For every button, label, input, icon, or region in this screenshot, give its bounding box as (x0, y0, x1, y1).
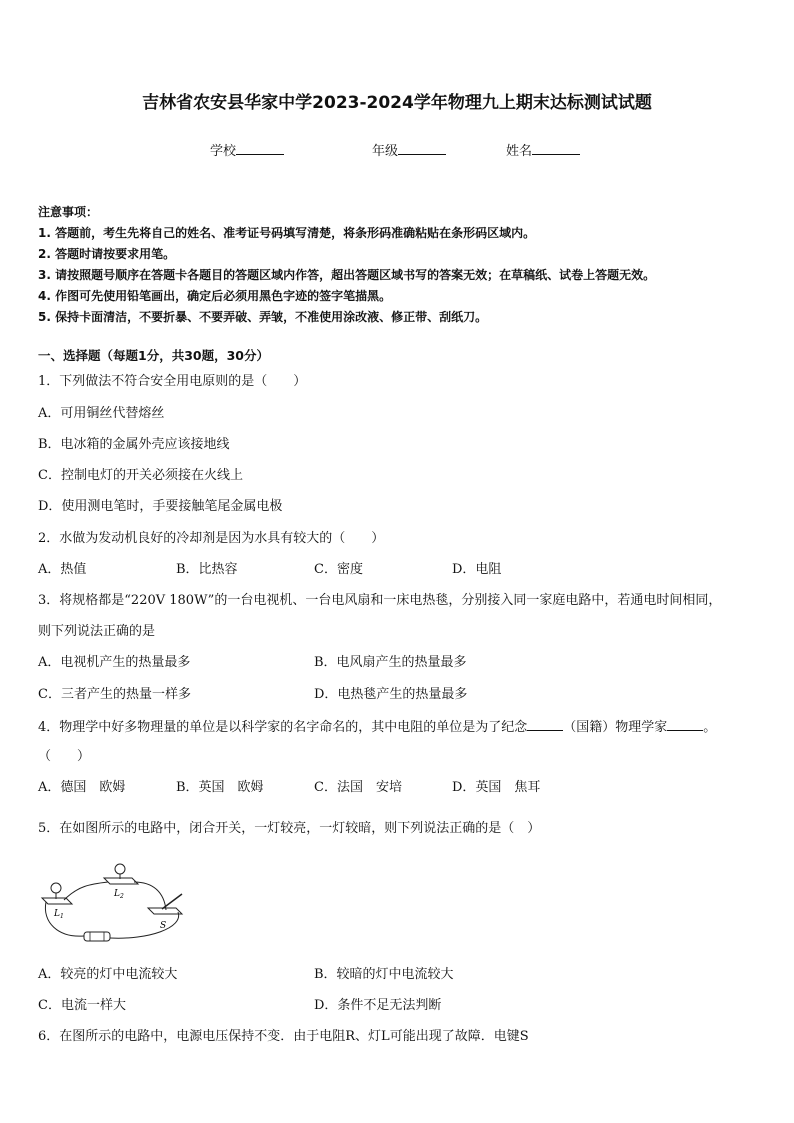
q4-option-d[interactable]: D．英国 焦耳 (452, 780, 541, 795)
question-3-stem-line1: 3．将规格都是“220V 180W”的一台电视机、一台电风扇和一床电热毯，分别接入同一家庭电路中，若通电时间相同， (38, 593, 722, 608)
q2-option-c[interactable]: C．密度 (314, 562, 363, 577)
q4-stem-part3: 。 (703, 720, 717, 735)
q4-option-a[interactable]: A．德国 欧姆 (38, 780, 126, 795)
school-field[interactable] (210, 140, 284, 159)
question-3-stem-line2: 则下列说法正确的是 (38, 624, 156, 639)
q4-blank-2[interactable] (667, 718, 703, 731)
q1-option-b[interactable]: B．电冰箱的金属外壳应该接地线 (38, 437, 230, 452)
note-item: 5. 保持卡面清洁，不要折暴、不要弄破、弄皱，不准使用涂改液、修正带、刮纸刀。 (38, 310, 488, 324)
q4-stem-part1: 4．物理学中好多物理量的单位是以科学家的名字命名的，其中电阻的单位是为了纪念 (38, 720, 528, 735)
switch-lever (162, 894, 182, 909)
question-2-stem: 2．水做为发动机良好的冷却剂是因为水具有较大的（ ） (38, 531, 385, 546)
wire-switch-battery (110, 912, 179, 938)
school-label: 学校 (210, 144, 237, 159)
name-label: 姓名 (506, 144, 533, 159)
wire-battery-l1 (45, 902, 84, 936)
section-heading: 一、选择题（每题1分，共30题，30分） (38, 348, 269, 363)
note-item: 2. 答题时请按要求用笔。 (38, 247, 176, 261)
lamp-l2-bulb (115, 864, 125, 874)
q2-option-b[interactable]: B．比热容 (176, 562, 238, 577)
q5-option-a[interactable]: A．较亮的灯中电流较大 (38, 967, 178, 982)
q4-answer-paren: （ ） (38, 749, 91, 764)
q5-option-c[interactable]: C．电流一样大 (38, 998, 126, 1013)
question-6-stem: 6．在图所示的电路中，电源电压保持不变．由于电阻R、灯L可能出现了故障．电键S (38, 1029, 529, 1044)
note-item: 4. 作图可先使用铅笔画出，确定后必须用黑色字迹的签字笔描黑。 (38, 289, 392, 303)
label-l1: $L_1$ (54, 909, 64, 920)
name-blank[interactable] (532, 142, 580, 155)
question-5-stem: 5．在如图所示的电路中，闭合开关，一灯较亮，一灯较暗，则下列说法正确的是（ ） (38, 821, 541, 836)
label-s: S (160, 921, 167, 931)
q2-option-d[interactable]: D．电阻 (452, 562, 502, 577)
label-l2: $L_2$ (114, 889, 124, 900)
q4-option-b[interactable]: B．英国 欧姆 (176, 780, 264, 795)
q5-option-b[interactable]: B．较暗的灯中电流较大 (314, 967, 454, 982)
note-item: 1. 答题前，考生先将自己的姓名、准考证号码填写清楚，将条形码准确粘贴在条形码区域内。 (38, 226, 536, 240)
q3-option-b[interactable]: B．电风扇产生的热量最多 (314, 655, 467, 670)
lamp-l2-base (104, 878, 138, 884)
note-item: 3. 请按照题号顺序在答题卡各题目的答题区域内作答，超出答题区域书写的答案无效；在草稿纸、试卷上答题无效。 (38, 268, 656, 282)
lamp-l1-bulb (51, 883, 61, 893)
notes-block (38, 202, 768, 328)
q4-stem-part2: （国籍）物理学家 (563, 720, 668, 735)
grade-field[interactable] (372, 140, 446, 159)
page-title: 吉林省农安县华家中学2023-2024学年物理九上期末达标测试试题 (142, 93, 652, 113)
question-1-stem: 1．下列做法不符合安全用电原则的是（ ） (38, 374, 307, 389)
q1-option-c[interactable]: C．控制电灯的开关必须接在火线上 (38, 468, 243, 483)
name-field[interactable] (506, 140, 580, 159)
notes-header: 注意事项： (38, 205, 99, 219)
lamp-l1-base (42, 898, 72, 904)
q1-option-a[interactable]: A．可用铜丝代替熔丝 (38, 406, 165, 421)
q3-option-a[interactable]: A．电视机产生的热量最多 (38, 655, 191, 670)
q1-option-d[interactable]: D．使用测电笔时，手要接触笔尾金属电极 (38, 499, 283, 514)
q2-option-a[interactable]: A．热值 (38, 562, 87, 577)
battery (84, 932, 110, 941)
q4-option-c[interactable]: C．法国 安培 (314, 780, 402, 795)
q3-option-d[interactable]: D．电热毯产生的热量最多 (314, 687, 468, 702)
question-4-stem (38, 718, 716, 737)
circuit-diagram (38, 858, 198, 948)
school-blank[interactable] (236, 142, 284, 155)
q5-option-d[interactable]: D．条件不足无法判断 (314, 998, 442, 1013)
wire-l1-l2 (64, 882, 108, 900)
q3-option-c[interactable]: C．三者产生的热量一样多 (38, 687, 191, 702)
q4-blank-1[interactable] (527, 718, 563, 731)
wire-l2-switch (134, 882, 166, 910)
grade-blank[interactable] (398, 142, 446, 155)
grade-label: 年级 (372, 144, 399, 159)
switch-base (148, 908, 182, 914)
